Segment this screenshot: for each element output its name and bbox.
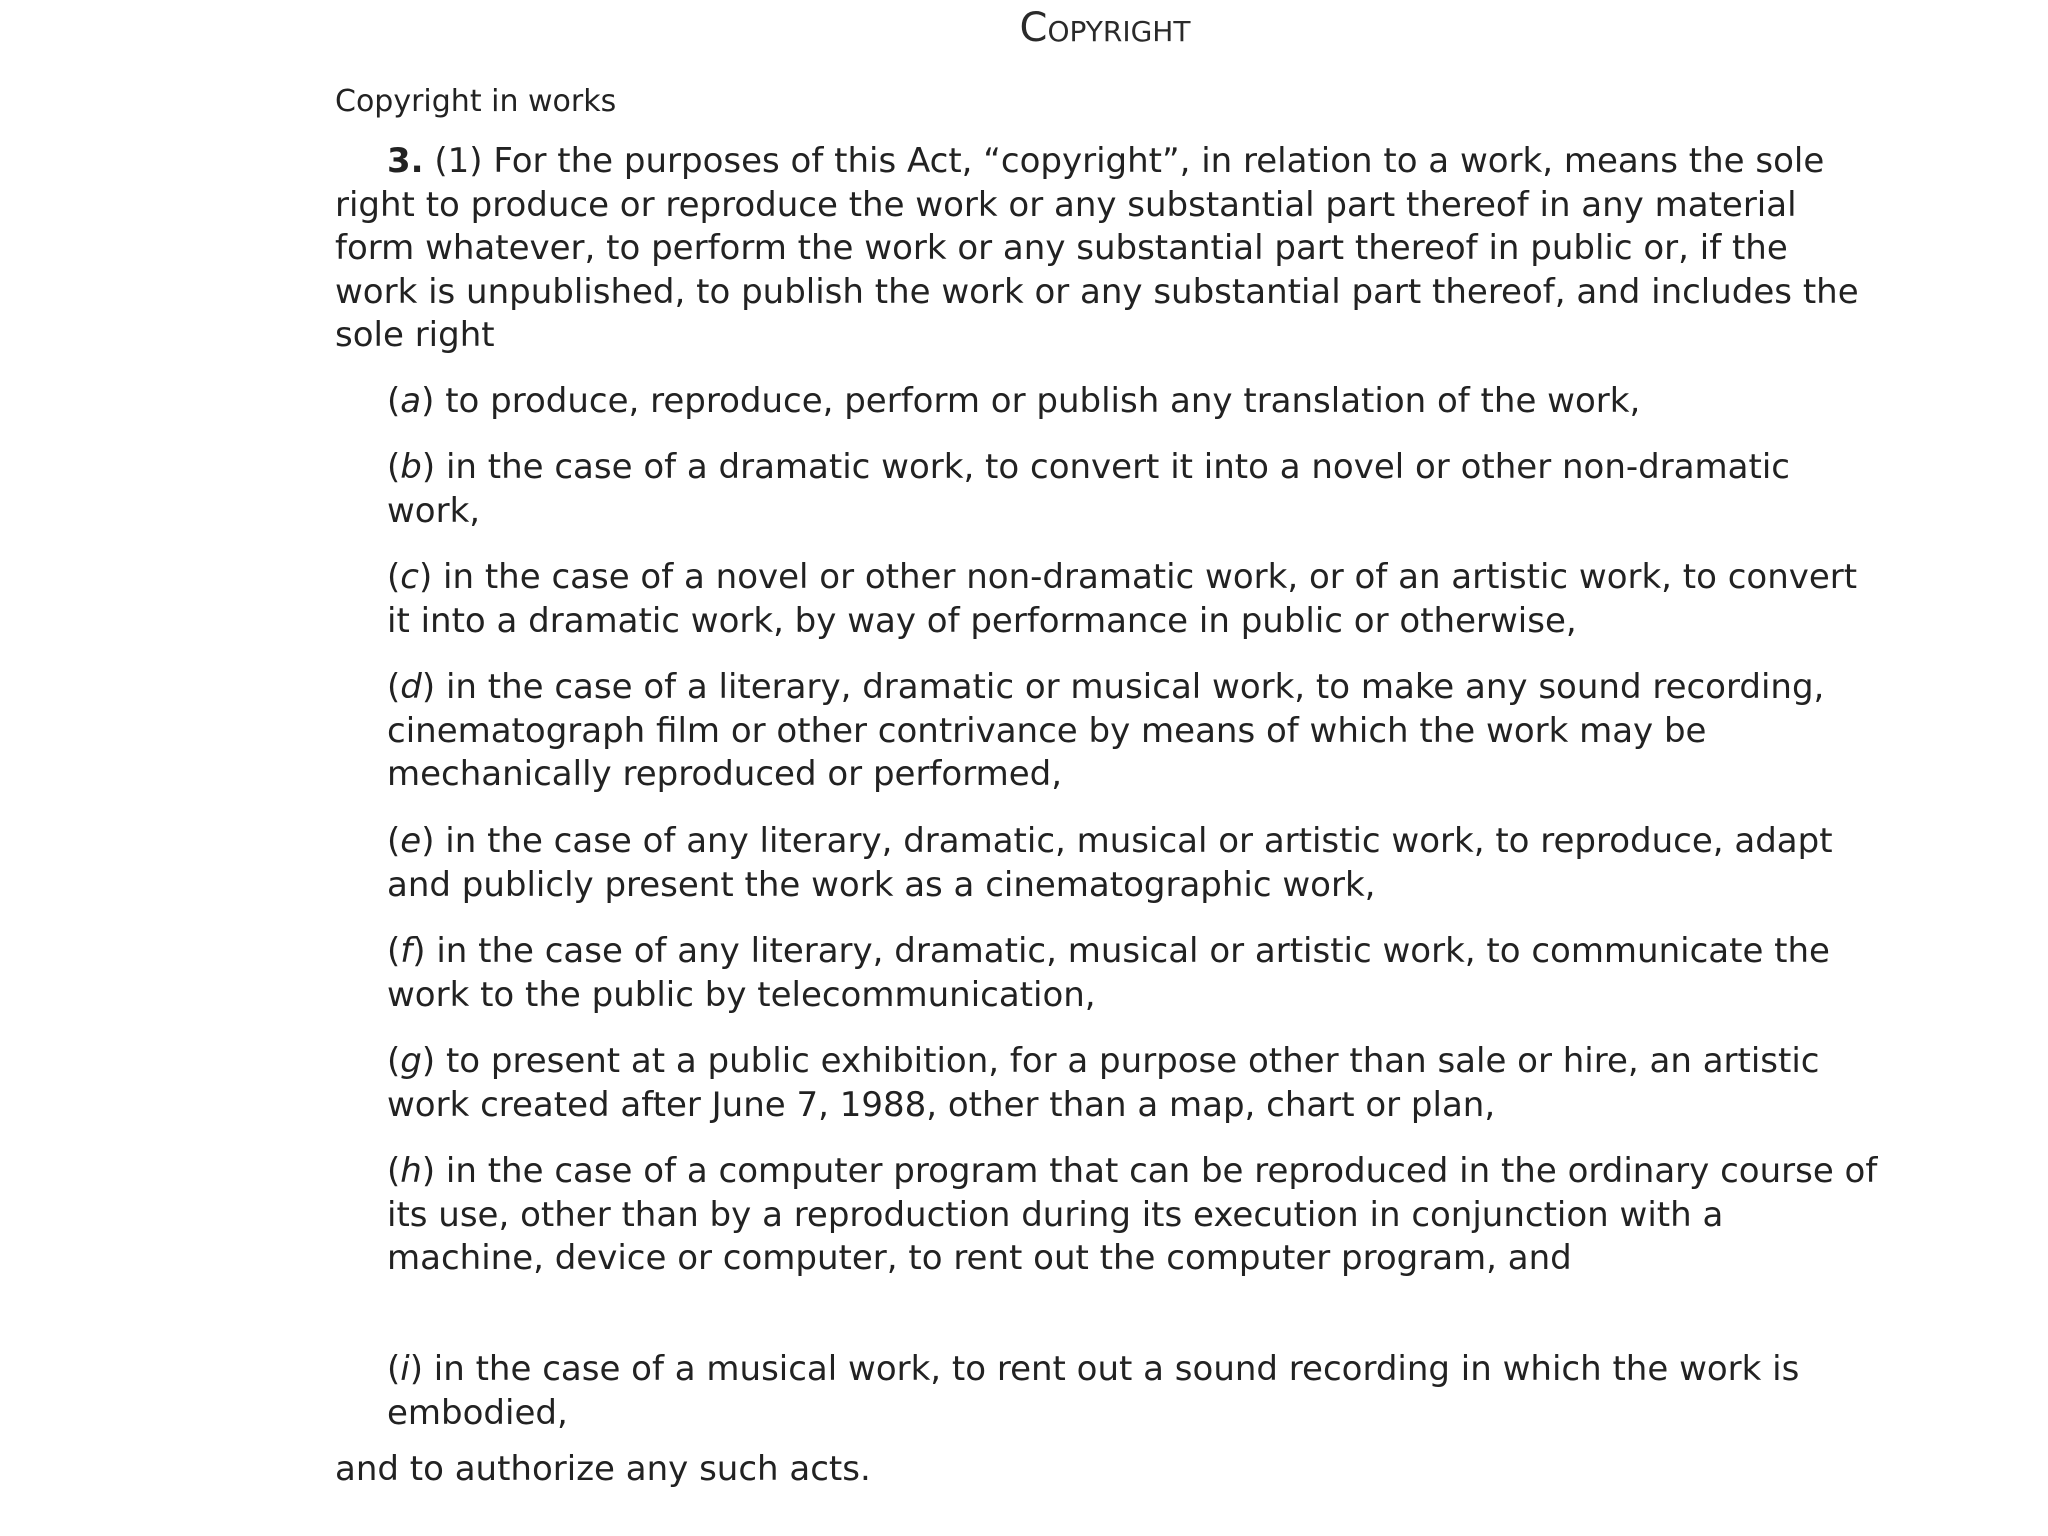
paragraph-text: in the case of a dramatic work, to convert it into a novel or other non-dramatic work, [387,447,1790,531]
paragraph-letter: h [400,1151,422,1191]
section-number: 3. [387,141,424,181]
section-lead-text: (1) For the purposes of this Act, “copyright”, in relation to a work, means the sole right to produce or reproduce the work or any substantial part thereof in any material form whatever, to perform the work or any substantial part thereof in public or, if the work is unpublished, to publish the work or any substantial part thereof, and includes the sole right [335,141,1859,355]
paragraph-letter: a [400,381,422,421]
paragraph-d: (d) in the case of a literary, dramatic or musical work, to make any sound recording, cinematograph film or other contrivance by means of which the work may be mechanically reproduced or performed, [387,667,1825,794]
paragraph-letter: f [400,931,413,971]
paragraph-text: to produce, reproduce, perform or publish any translation of the work, [445,381,1641,421]
paragraph-letter: d [400,667,422,707]
paragraph-h: (h) in the case of a computer program that can be reproduced in the ordinary course of its use, other than by a reproduction during its execution in conjunction with a machine, device or computer, to rent out the computer program, and [387,1151,1878,1278]
closing-text: and to authorize any such acts. [335,1449,871,1489]
paragraph-letter: c [400,557,419,597]
section-lead-paragraph [335,140,1875,358]
paragraph-text: in the case of any literary, dramatic, musical or artistic work, to communicate the work to the public by telecommunication, [387,931,1830,1015]
paragraph-letter: g [400,1041,422,1081]
paragraph-letter: b [400,447,422,487]
paragraph-letter: i [400,1349,410,1389]
paragraph-text: in the case of any literary, dramatic, musical or artistic work, to reproduce, adapt and publicly present the work as a cinematographic work, [387,821,1833,905]
paragraph-letter: e [400,821,422,861]
paragraph-text: in the case of a musical work, to rent out a sound recording in which the work is embodied, [387,1349,1800,1433]
paragraph-text: in the case of a novel or other non-dramatic work, or of an artistic work, to convert it into a dramatic work, by way of performance in public or otherwise, [387,557,1858,641]
paragraph-f: (f) in the case of any literary, dramatic, musical or artistic work, to communicate the work to the public by telecommunication, [387,931,1830,1015]
part-title: Copyright [1019,5,1191,51]
paragraph-text: in the case of a computer program that can be reproduced in the ordinary course of its use, other than by a reproduction during its execution in conjunction with a machine, device or computer, to rent out the computer program, and [387,1151,1878,1278]
paragraph-text: to present at a public exhibition, for a purpose other than sale or hire, an artistic work created after June 7, 1988, other than a map, chart or plan, [387,1041,1820,1125]
section-heading: Copyright in works [335,84,617,119]
paragraph-text: in the case of a literary, dramatic or musical work, to make any sound recording, cinematograph film or other contrivance by means of which the work may be mechanically reproduced or performed, [387,667,1825,794]
paragraph-c: (c) in the case of a novel or other non-dramatic work, or of an artistic work, to convert it into a dramatic work, by way of performance in public or otherwise, [387,557,1858,641]
paragraph-a: (a) to produce, reproduce, perform or publish any translation of the work, [387,381,1641,421]
paragraph-b: (b) in the case of a dramatic work, to convert it into a novel or other non-dramatic work, [387,447,1790,531]
paragraph-g: (g) to present at a public exhibition, for a purpose other than sale or hire, an artistic work created after June 7, 1988, other than a map, chart or plan, [387,1041,1820,1125]
paragraph-e: (e) in the case of any literary, dramatic, musical or artistic work, to reproduce, adapt and publicly present the work as a cinematographic work, [387,821,1833,905]
paragraph-i: (i) in the case of a musical work, to rent out a sound recording in which the work is embodied, [387,1349,1800,1433]
